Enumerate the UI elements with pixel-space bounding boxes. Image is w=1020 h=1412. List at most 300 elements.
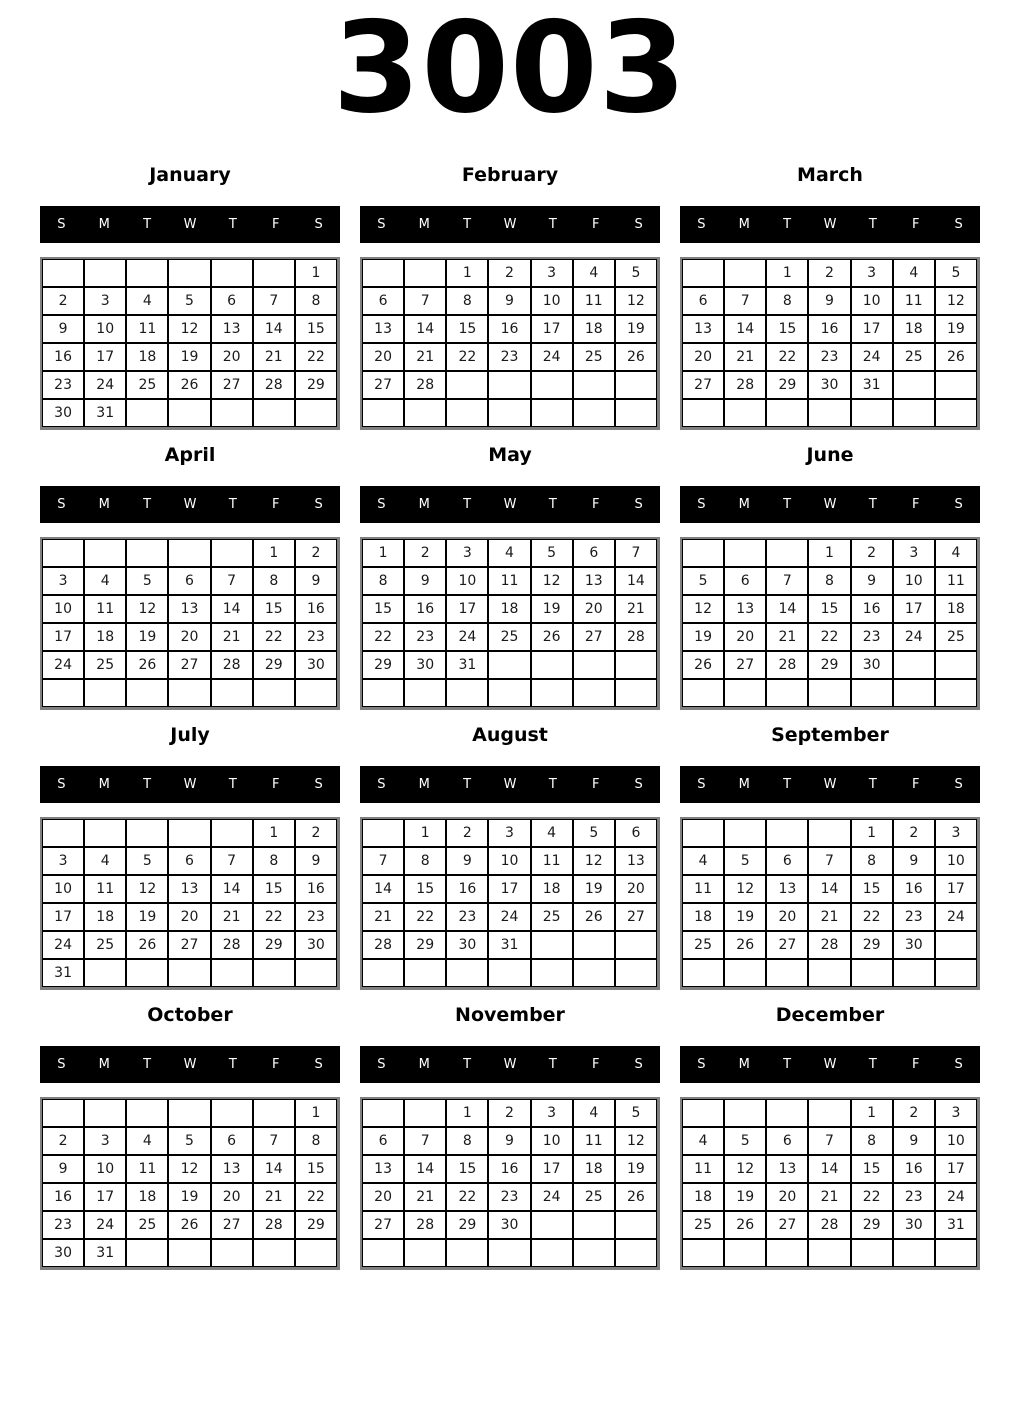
empty-day-cell xyxy=(893,399,935,427)
empty-day-cell xyxy=(446,679,488,707)
day-cell: 27 xyxy=(615,903,657,931)
month-title-february: February xyxy=(461,164,559,186)
month-grid xyxy=(360,257,660,430)
day-cell: 20 xyxy=(211,1183,253,1211)
empty-day-cell xyxy=(615,399,657,427)
empty-day-cell xyxy=(126,539,168,567)
day-cell: 19 xyxy=(168,343,210,371)
month-title-july: July xyxy=(170,724,210,746)
week-row xyxy=(42,651,337,679)
day-cell: 15 xyxy=(851,1155,893,1183)
empty-day-cell xyxy=(488,959,530,987)
week-row xyxy=(42,259,337,287)
week-row xyxy=(682,931,977,959)
empty-day-cell xyxy=(682,959,724,987)
day-cell: 10 xyxy=(42,595,84,623)
week-row xyxy=(362,875,657,903)
day-cell: 25 xyxy=(531,903,573,931)
day-cell: 8 xyxy=(446,1127,488,1155)
day-cell: 8 xyxy=(253,847,295,875)
empty-day-cell xyxy=(84,1099,126,1127)
weekday-label: F xyxy=(591,497,600,512)
day-cell: 3 xyxy=(851,259,893,287)
weekday-label: T xyxy=(463,777,472,792)
day-cell: 1 xyxy=(253,819,295,847)
day-cell: 14 xyxy=(253,315,295,343)
day-cell: 28 xyxy=(404,1211,446,1239)
week-row xyxy=(42,1127,337,1155)
month-title-april: April xyxy=(164,444,216,466)
day-cell: 21 xyxy=(615,595,657,623)
weekday-label: M xyxy=(98,777,110,792)
day-cell: 31 xyxy=(935,1211,977,1239)
day-cell: 9 xyxy=(893,1127,935,1155)
month-december xyxy=(680,1004,980,1270)
weekday-label: S xyxy=(697,217,706,232)
day-cell: 16 xyxy=(488,1155,530,1183)
day-cell: 13 xyxy=(724,595,766,623)
empty-day-cell xyxy=(211,819,253,847)
day-cell: 9 xyxy=(446,847,488,875)
empty-day-cell xyxy=(808,819,850,847)
day-cell: 28 xyxy=(253,1211,295,1239)
empty-day-cell xyxy=(615,931,657,959)
day-cell: 24 xyxy=(851,343,893,371)
weekday-label: S xyxy=(954,777,963,792)
day-cell: 21 xyxy=(808,903,850,931)
empty-day-cell xyxy=(682,259,724,287)
empty-day-cell xyxy=(682,819,724,847)
day-cell: 3 xyxy=(84,287,126,315)
weekday-label: F xyxy=(591,1057,600,1072)
weekday-header-bar xyxy=(360,206,660,243)
day-cell: 30 xyxy=(295,651,337,679)
day-cell: 26 xyxy=(935,343,977,371)
week-row xyxy=(362,399,657,427)
day-cell: 17 xyxy=(935,875,977,903)
day-cell: 25 xyxy=(126,1211,168,1239)
day-cell: 28 xyxy=(253,371,295,399)
day-cell: 19 xyxy=(573,875,615,903)
day-cell: 23 xyxy=(808,343,850,371)
empty-day-cell xyxy=(488,651,530,679)
day-cell: 28 xyxy=(362,931,404,959)
week-row xyxy=(42,1099,337,1127)
week-row xyxy=(362,819,657,847)
day-cell: 24 xyxy=(893,623,935,651)
empty-day-cell xyxy=(935,371,977,399)
day-cell: 6 xyxy=(766,847,808,875)
empty-day-cell xyxy=(362,819,404,847)
empty-day-cell xyxy=(362,1239,404,1267)
day-cell: 7 xyxy=(404,1127,446,1155)
day-cell: 15 xyxy=(253,595,295,623)
week-row xyxy=(42,819,337,847)
month-grid xyxy=(40,537,340,710)
day-cell: 4 xyxy=(682,1127,724,1155)
empty-day-cell xyxy=(724,679,766,707)
day-cell: 25 xyxy=(935,623,977,651)
empty-day-cell xyxy=(404,399,446,427)
day-cell: 1 xyxy=(446,259,488,287)
week-row xyxy=(682,819,977,847)
day-cell: 29 xyxy=(362,651,404,679)
week-row xyxy=(42,343,337,371)
day-cell: 20 xyxy=(682,343,724,371)
day-cell: 2 xyxy=(488,1099,530,1127)
day-cell: 15 xyxy=(851,875,893,903)
day-cell: 17 xyxy=(893,595,935,623)
day-cell: 18 xyxy=(531,875,573,903)
empty-day-cell xyxy=(404,959,446,987)
week-row xyxy=(682,1099,977,1127)
day-cell: 21 xyxy=(253,343,295,371)
day-cell: 3 xyxy=(531,1099,573,1127)
day-cell: 10 xyxy=(893,567,935,595)
day-cell: 13 xyxy=(766,1155,808,1183)
day-cell: 13 xyxy=(168,595,210,623)
month-title-november: November xyxy=(455,1004,565,1026)
day-cell: 12 xyxy=(615,287,657,315)
day-cell: 8 xyxy=(295,287,337,315)
empty-day-cell xyxy=(42,539,84,567)
day-cell: 5 xyxy=(682,567,724,595)
week-row xyxy=(682,875,977,903)
day-cell: 29 xyxy=(295,1211,337,1239)
day-cell: 19 xyxy=(126,623,168,651)
day-cell: 25 xyxy=(893,343,935,371)
empty-day-cell xyxy=(573,1211,615,1239)
day-cell: 26 xyxy=(168,1211,210,1239)
day-cell: 8 xyxy=(446,287,488,315)
empty-day-cell xyxy=(935,959,977,987)
empty-day-cell xyxy=(808,959,850,987)
day-cell: 7 xyxy=(253,1127,295,1155)
day-cell: 19 xyxy=(615,315,657,343)
day-cell: 30 xyxy=(893,931,935,959)
week-row xyxy=(682,315,977,343)
empty-day-cell xyxy=(84,539,126,567)
empty-day-cell xyxy=(851,399,893,427)
day-cell: 12 xyxy=(126,595,168,623)
empty-day-cell xyxy=(808,399,850,427)
empty-day-cell xyxy=(531,399,573,427)
week-row xyxy=(42,959,337,987)
weekday-label: S xyxy=(57,497,66,512)
empty-day-cell xyxy=(573,959,615,987)
weekday-label: M xyxy=(418,217,430,232)
empty-day-cell xyxy=(362,259,404,287)
empty-day-cell xyxy=(766,1239,808,1267)
empty-day-cell xyxy=(404,259,446,287)
weekday-label: T xyxy=(548,777,557,792)
day-cell: 24 xyxy=(935,903,977,931)
month-grid xyxy=(680,1097,980,1270)
day-cell: 21 xyxy=(766,623,808,651)
empty-day-cell xyxy=(42,819,84,847)
day-cell: 20 xyxy=(724,623,766,651)
day-cell: 7 xyxy=(362,847,404,875)
day-cell: 24 xyxy=(531,1183,573,1211)
empty-day-cell xyxy=(766,1099,808,1127)
day-cell: 8 xyxy=(851,847,893,875)
empty-day-cell xyxy=(808,1099,850,1127)
empty-day-cell xyxy=(615,1239,657,1267)
day-cell: 7 xyxy=(724,287,766,315)
weekday-header-bar xyxy=(680,486,980,523)
day-cell: 13 xyxy=(682,315,724,343)
day-cell: 28 xyxy=(211,651,253,679)
day-cell: 15 xyxy=(253,875,295,903)
day-cell: 7 xyxy=(211,847,253,875)
day-cell: 23 xyxy=(851,623,893,651)
empty-day-cell xyxy=(404,679,446,707)
day-cell: 16 xyxy=(446,875,488,903)
weekday-label: T xyxy=(228,217,237,232)
empty-day-cell xyxy=(362,1099,404,1127)
day-cell: 14 xyxy=(253,1155,295,1183)
day-cell: 22 xyxy=(362,623,404,651)
day-cell: 27 xyxy=(168,931,210,959)
week-row xyxy=(362,1099,657,1127)
day-cell: 26 xyxy=(724,931,766,959)
day-cell: 15 xyxy=(404,875,446,903)
day-cell: 21 xyxy=(404,343,446,371)
day-cell: 20 xyxy=(168,903,210,931)
week-row xyxy=(42,567,337,595)
day-cell: 18 xyxy=(84,623,126,651)
day-cell: 31 xyxy=(446,651,488,679)
empty-day-cell xyxy=(808,1239,850,1267)
week-row xyxy=(42,1183,337,1211)
day-cell: 13 xyxy=(573,567,615,595)
weekday-label: F xyxy=(271,217,280,232)
day-cell: 23 xyxy=(295,903,337,931)
weekday-label: W xyxy=(503,217,517,232)
month-april xyxy=(40,444,340,710)
weekday-label: M xyxy=(738,217,750,232)
day-cell: 11 xyxy=(488,567,530,595)
weekday-label: S xyxy=(314,777,323,792)
empty-day-cell xyxy=(168,1239,210,1267)
weekday-label: T xyxy=(143,497,152,512)
weekday-label: S xyxy=(634,217,643,232)
week-row xyxy=(682,903,977,931)
week-row xyxy=(682,595,977,623)
day-cell: 22 xyxy=(851,903,893,931)
day-cell: 5 xyxy=(126,567,168,595)
day-cell: 24 xyxy=(446,623,488,651)
day-cell: 6 xyxy=(682,287,724,315)
week-row xyxy=(682,371,977,399)
day-cell: 20 xyxy=(168,623,210,651)
empty-day-cell xyxy=(253,679,295,707)
day-cell: 3 xyxy=(446,539,488,567)
week-row xyxy=(362,623,657,651)
week-row xyxy=(362,315,657,343)
day-cell: 20 xyxy=(766,1183,808,1211)
day-cell: 28 xyxy=(808,931,850,959)
empty-day-cell xyxy=(893,1239,935,1267)
empty-day-cell xyxy=(615,679,657,707)
day-cell: 9 xyxy=(488,287,530,315)
day-cell: 6 xyxy=(168,847,210,875)
day-cell: 24 xyxy=(84,1211,126,1239)
day-cell: 9 xyxy=(404,567,446,595)
day-cell: 14 xyxy=(211,875,253,903)
week-row xyxy=(362,1239,657,1267)
day-cell: 25 xyxy=(573,1183,615,1211)
day-cell: 23 xyxy=(295,623,337,651)
day-cell: 19 xyxy=(935,315,977,343)
day-cell: 27 xyxy=(724,651,766,679)
day-cell: 11 xyxy=(126,1155,168,1183)
week-row xyxy=(42,931,337,959)
empty-day-cell xyxy=(84,679,126,707)
day-cell: 22 xyxy=(808,623,850,651)
weekday-header-bar xyxy=(360,486,660,523)
day-cell: 15 xyxy=(295,1155,337,1183)
day-cell: 11 xyxy=(531,847,573,875)
empty-day-cell xyxy=(531,959,573,987)
day-cell: 4 xyxy=(893,259,935,287)
day-cell: 6 xyxy=(211,1127,253,1155)
empty-day-cell xyxy=(211,959,253,987)
weekday-label: W xyxy=(503,497,517,512)
day-cell: 8 xyxy=(808,567,850,595)
weekday-label: F xyxy=(911,1057,920,1072)
weekday-label: F xyxy=(591,217,600,232)
week-row xyxy=(42,903,337,931)
week-row xyxy=(682,539,977,567)
empty-day-cell xyxy=(531,931,573,959)
day-cell: 12 xyxy=(615,1127,657,1155)
weekday-label: W xyxy=(823,1057,837,1072)
month-november xyxy=(360,1004,660,1270)
day-cell: 20 xyxy=(362,1183,404,1211)
weekday-header-bar xyxy=(680,206,980,243)
day-cell: 27 xyxy=(211,371,253,399)
day-cell: 20 xyxy=(615,875,657,903)
empty-day-cell xyxy=(126,959,168,987)
day-cell: 26 xyxy=(531,623,573,651)
empty-day-cell xyxy=(935,679,977,707)
month-grid xyxy=(360,817,660,990)
month-title-june: June xyxy=(806,444,854,466)
weekday-label: W xyxy=(183,1057,197,1072)
day-cell: 17 xyxy=(446,595,488,623)
day-cell: 26 xyxy=(615,1183,657,1211)
day-cell: 14 xyxy=(808,1155,850,1183)
week-row xyxy=(362,931,657,959)
day-cell: 10 xyxy=(488,847,530,875)
day-cell: 9 xyxy=(295,567,337,595)
empty-day-cell xyxy=(446,959,488,987)
week-row xyxy=(682,651,977,679)
day-cell: 29 xyxy=(446,1211,488,1239)
day-cell: 19 xyxy=(724,903,766,931)
day-cell: 2 xyxy=(295,539,337,567)
day-cell: 16 xyxy=(893,875,935,903)
day-cell: 29 xyxy=(295,371,337,399)
weekday-label: T xyxy=(783,777,792,792)
month-title-january: January xyxy=(149,164,231,186)
empty-day-cell xyxy=(724,819,766,847)
empty-day-cell xyxy=(724,539,766,567)
day-cell: 11 xyxy=(893,287,935,315)
weekday-label: S xyxy=(697,777,706,792)
day-cell: 8 xyxy=(295,1127,337,1155)
day-cell: 9 xyxy=(808,287,850,315)
day-cell: 30 xyxy=(446,931,488,959)
day-cell: 18 xyxy=(935,595,977,623)
weekday-label: S xyxy=(57,1057,66,1072)
day-cell: 27 xyxy=(766,931,808,959)
weekday-label: M xyxy=(738,497,750,512)
empty-day-cell xyxy=(362,959,404,987)
empty-day-cell xyxy=(168,959,210,987)
day-cell: 10 xyxy=(446,567,488,595)
day-cell: 14 xyxy=(766,595,808,623)
week-row xyxy=(362,959,657,987)
weekday-label: M xyxy=(98,1057,110,1072)
day-cell: 15 xyxy=(362,595,404,623)
day-cell: 17 xyxy=(935,1155,977,1183)
empty-day-cell xyxy=(615,651,657,679)
empty-day-cell xyxy=(211,679,253,707)
day-cell: 10 xyxy=(531,1127,573,1155)
day-cell: 21 xyxy=(404,1183,446,1211)
day-cell: 4 xyxy=(126,1127,168,1155)
day-cell: 21 xyxy=(362,903,404,931)
empty-day-cell xyxy=(446,399,488,427)
week-row xyxy=(682,287,977,315)
empty-day-cell xyxy=(615,959,657,987)
day-cell: 11 xyxy=(935,567,977,595)
day-cell: 12 xyxy=(573,847,615,875)
day-cell: 13 xyxy=(168,875,210,903)
weekday-label: T xyxy=(548,497,557,512)
day-cell: 2 xyxy=(42,287,84,315)
month-title-december: December xyxy=(775,1004,885,1026)
day-cell: 2 xyxy=(851,539,893,567)
day-cell: 4 xyxy=(573,259,615,287)
day-cell: 24 xyxy=(935,1183,977,1211)
day-cell: 25 xyxy=(84,931,126,959)
day-cell: 13 xyxy=(211,1155,253,1183)
month-february xyxy=(360,164,660,430)
day-cell: 28 xyxy=(724,371,766,399)
weekday-label: T xyxy=(463,497,472,512)
day-cell: 5 xyxy=(126,847,168,875)
day-cell: 24 xyxy=(488,903,530,931)
weekday-label: W xyxy=(823,497,837,512)
day-cell: 14 xyxy=(211,595,253,623)
day-cell: 25 xyxy=(488,623,530,651)
week-row xyxy=(682,1127,977,1155)
week-row xyxy=(362,903,657,931)
months-grid xyxy=(0,150,1020,1270)
weekday-header-bar xyxy=(40,1046,340,1083)
day-cell: 28 xyxy=(211,931,253,959)
day-cell: 4 xyxy=(488,539,530,567)
month-grid xyxy=(360,1097,660,1270)
weekday-label: M xyxy=(738,777,750,792)
empty-day-cell xyxy=(893,371,935,399)
day-cell: 16 xyxy=(488,315,530,343)
empty-day-cell xyxy=(168,819,210,847)
day-cell: 6 xyxy=(615,819,657,847)
